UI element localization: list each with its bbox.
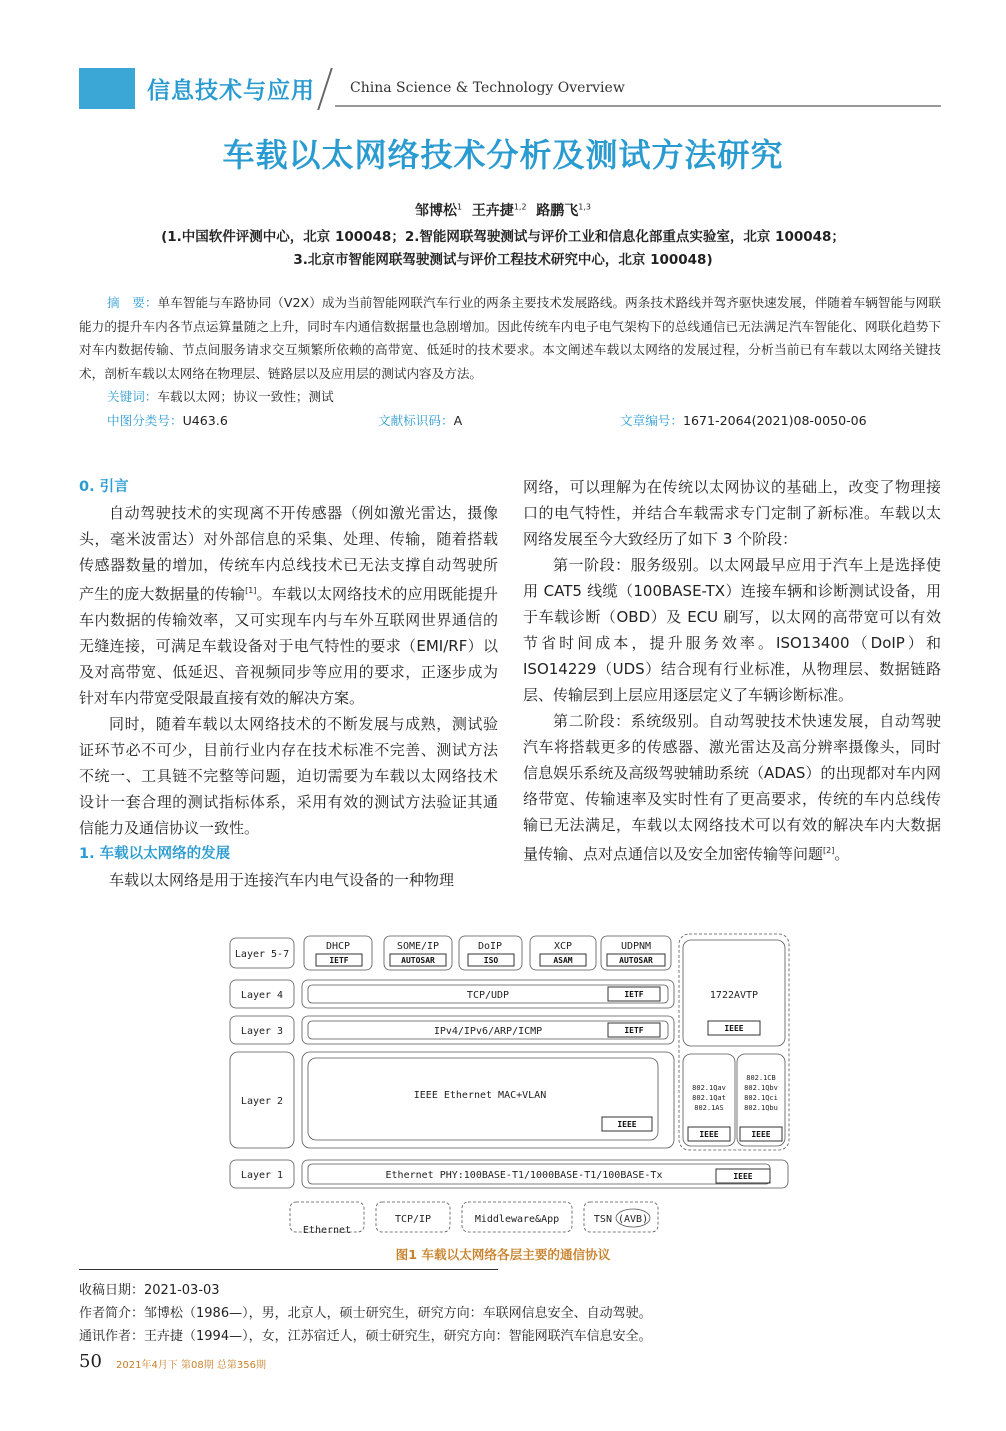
author-affil-sup: 1 (456, 202, 463, 212)
section-title: 信息技术与应用 (147, 78, 315, 104)
header-color-block (79, 68, 135, 109)
legend-middleware: Middleware&App (474, 1214, 560, 1225)
body-paragraph (523, 474, 941, 552)
org-tag: ISO (483, 956, 499, 965)
section-heading: 0. 引言 (79, 479, 129, 495)
clc-number: 中图分类号：U463.6 (107, 413, 228, 428)
journal-name: China Science & Technology Overview (350, 80, 625, 96)
figure-caption: 图1 车载以太网络各层主要的通信协议 (395, 1247, 611, 1262)
layer-label: Layer 5-7 (234, 949, 290, 960)
header-rule (335, 105, 941, 107)
l2-protocol: IEEE Ethernet MAC+VLAN (413, 1090, 547, 1101)
layer-label: Layer 4 (240, 990, 284, 1001)
org-tag: IEEE (699, 1130, 719, 1139)
body-paragraph (79, 867, 498, 893)
l4-protocol: TCP/UDP (466, 990, 510, 1001)
org-tag: ASAM (553, 956, 573, 965)
paragraph-text: 网络，可以理解为在传统以太网协议的基础上，改变了物理接口的电气特性，并结合车载需求专门定制了新标准。车载以太网络发展至今大致经历了如下 3 个阶段： (523, 478, 941, 548)
paragraph-text: 自动驾驶技术的实现离不开传感器（例如激光雷达，摄像头，毫米波雷达）对外部信息的采集、处理、传输，随着搭载传感器数量的增加，传统车内总线技术已无法支撑自动驾驶所产生的庞大数据量的传输 (79, 504, 498, 603)
tsn-standard: 802.1Qav (692, 1084, 726, 1092)
legend-tsn: TSN (AVB) (593, 1214, 649, 1225)
layer-label: Layer 3 (240, 1026, 284, 1037)
body-paragraph (523, 708, 941, 867)
body-paragraph (79, 500, 498, 711)
tsn-standard: 802.1Qbv (744, 1084, 778, 1092)
protocol-name: XCP (553, 941, 573, 952)
org-tag: AUTOSAR (619, 956, 653, 965)
footnote-rule (79, 1269, 498, 1270)
protocol-name: DoIP (477, 941, 503, 952)
org-tag: IETF (624, 1026, 644, 1035)
legend-ethernet: Ethernet (302, 1225, 352, 1236)
affiliation-line: (1.中国软件评测中心，北京 100048；2.智能网联驾驶测试与评价工业和信息化部重点实验室，北京 100048； (161, 229, 845, 245)
document-code: 文献标识码：A (378, 413, 463, 428)
received-date: 收稿日期：2021-03-03 (79, 1283, 220, 1298)
paragraph-text: 。车载以太网络技术的应用既能提升车内数据的传输效率，又可实现车内与车外互联网世界通信的无缝连接，可满足车载设备对于电气特性的要求（EMI/RF）以及对高带宽、低延迟、音视频同步等应用的要求，正逐步成为针对车内带宽受限最直接有效的解决方案。 (79, 585, 498, 707)
tsn-standard: 802.1Qbu (744, 1104, 778, 1112)
author-affil-sup: 1,3 (578, 202, 592, 212)
layer-label: Layer 2 (240, 1096, 284, 1107)
protocol-name: DHCP (325, 941, 351, 952)
issue-info: 2021年4月下 第08期 总第356期 (116, 1360, 266, 1371)
layer-label: Layer 1 (240, 1170, 284, 1181)
affiliation-line: 3.北京市智能网联驾驶测试与评价工程技术研究中心，北京 100048) (293, 252, 713, 268)
org-tag: IEEE (724, 1024, 744, 1033)
l1-protocol: Ethernet PHY:100BASE-T1/1000BASE-T1/100BASE-Tx (385, 1170, 663, 1181)
org-tag: IETF (329, 956, 349, 965)
tsn-standard: 802.1Qci (744, 1094, 778, 1102)
section-heading: 1. 车载以太网络的发展 (79, 846, 231, 862)
paragraph-text: 。 (834, 845, 850, 863)
org-tag: IEEE (733, 1172, 753, 1181)
article-number: 文章编号：1671-2064(2021)08-0050-06 (620, 413, 867, 428)
author-name: 王卉捷 (471, 203, 514, 219)
l3-protocol: IPv4/IPv6/ARP/ICMP (433, 1026, 543, 1037)
citation-ref: [1] (245, 586, 257, 595)
page-number: 50 (79, 1351, 102, 1372)
paragraph-text: 同时，随着车载以太网络技术的不断发展与成熟，测试验证环节必不可少，目前行业内存在技术标准不完善、测试方法不统一、工具链不完整等问题，迫切需要为车载以太网络技术设计一套合理的测试指标体系，采用有效的测试方法验证其通信能力及通信协议一致性。 (79, 715, 498, 837)
corresponding-author: 通讯作者：王卉捷（1994—），女，江苏宿迁人，硕士研究生，研究方向：智能网联汽车信息安全。 (79, 1329, 652, 1344)
citation-ref: [2] (823, 846, 835, 855)
keywords-label: 关键词： (107, 389, 158, 404)
body-paragraph (523, 552, 941, 708)
header-divider (317, 68, 333, 110)
author-affil-sup: 1,2 (513, 202, 527, 212)
org-tag: IETF (624, 990, 644, 999)
legend-tcpip: TCP/IP (394, 1214, 432, 1225)
paper-title: 车载以太网络技术分析及测试方法研究 (222, 136, 784, 174)
abstract (79, 291, 941, 385)
org-tag: IEEE (751, 1130, 771, 1139)
paragraph-text: 第一阶段：服务级别。以太网最早应用于汽车上是选择使用 CAT5 线缆（100BASE-TX）连接车辆和诊断测试设备，用于车载诊断（OBD）及 ECU 刷写，以太网的高带宽可以有效节省时间成本，提升服务效率。ISO13400（DoIP）和 ISO14229（UDS）结合现有行业标准，从物理层、数据链路层、传输层到上层应用逐层定义了车辆诊断标准。 (523, 556, 941, 704)
tsn-standard: 802.1CB (746, 1074, 776, 1082)
protocol-name: SOME/IP (396, 941, 440, 952)
paragraph-text: 车载以太网络是用于连接汽车内电气设备的一种物理 (109, 871, 455, 889)
author-bio: 作者简介：邹博松（1986—），男，北京人，硕士研究生，研究方向：车联网信息安全、自动驾驶。 (79, 1306, 652, 1321)
abstract-label: 摘 要： (107, 295, 158, 310)
keywords-text: 车载以太网；协议一致性；测试 (157, 389, 334, 404)
abstract-text: 单车智能与车路协同（V2X）成为当前智能网联汽车行业的两条主要技术发展路线。两条技术路线并驾齐驱快速发展，伴随着车辆智能与网联能力的提升车内各节点运算量随之上升，同时车内通信数据量也急剧增加。因此传统车内电子电气架构下的总线通信已无法满足汽车智能化、网联化趋势下对车内数据传输、节点间服务请求交互频繁所依赖的高带宽、低延时的技术要求。本文阐述车载以太网络的发展过程，分析当前已有车载以太网络关键技术，剖析车载以太网络在物理层、链路层以及应用层的测试内容及方法。 (79, 295, 941, 381)
body-paragraph (79, 711, 498, 841)
keywords (107, 386, 334, 405)
author-list (0, 200, 1006, 220)
tsn-standard: 802.1Qat (692, 1094, 726, 1102)
avtp-protocol: 1722AVTP (709, 990, 759, 1001)
paragraph-text: 第二阶段：系统级别。自动驾驶技术快速发展，自动驾驶汽车将搭载更多的传感器、激光雷达及高分辨率摄像头，同时信息娱乐系统及高级驾驶辅助系统（ADAS）的出现都对车内网络带宽、传输速率及实时性有了更高要求，传统的车内总线传输已无法满足，车载以太网络技术可以有效的解决车内大数据量传输、点对点通信以及安全加密传输等问题 (523, 712, 941, 863)
author-name: 邹博松 (414, 203, 457, 219)
protocol-name: UDPNM (620, 941, 652, 952)
author-name: 路鹏飞 (536, 203, 579, 219)
left-column (79, 474, 498, 893)
tsn-standard: 802.1AS (694, 1104, 724, 1112)
protocol-stack-figure (224, 928, 794, 1238)
org-tag: IEEE (617, 1120, 637, 1129)
right-column (523, 474, 941, 867)
org-tag: AUTOSAR (401, 956, 435, 965)
